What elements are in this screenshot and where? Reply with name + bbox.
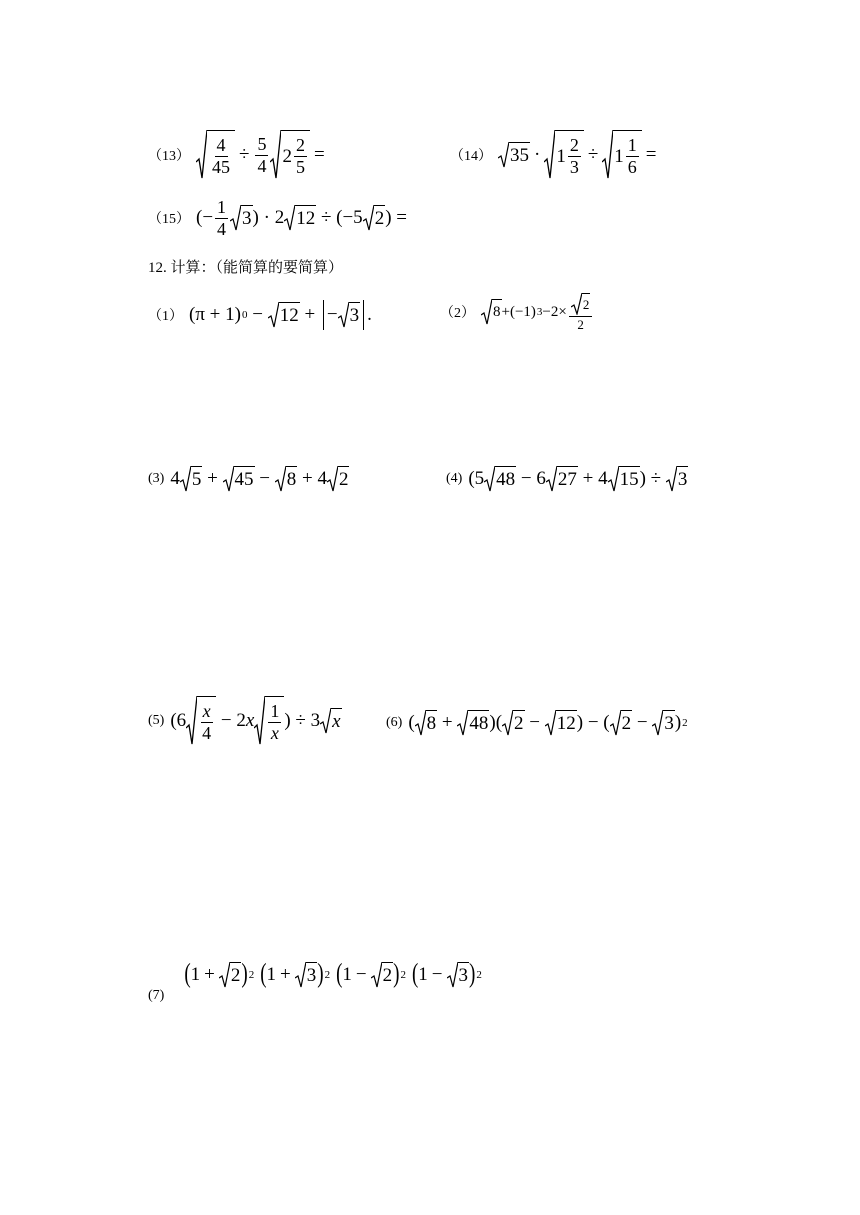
problem-label: （15） (148, 212, 190, 228)
problem-4: (4) (5 48 − 6 27 + 4 15 ) ÷ 3 (446, 466, 688, 492)
radical: 3 (295, 962, 318, 988)
radical: 5 (180, 466, 203, 492)
expression-7: ( 1 + 2 ) 2 ( 1 + 3 ) 2 ( 1 − 2 ) 2 ( 1 − 3 ) 2 (184, 959, 482, 990)
problem-label: (4) (446, 471, 463, 486)
radical: 35 (498, 142, 530, 168)
radical: 3 (447, 962, 470, 988)
problem-label: (5) (148, 713, 165, 728)
radical: 15 (608, 466, 640, 492)
radical: x (320, 708, 341, 734)
radical: 2 (371, 962, 394, 988)
problem-label: (3) (148, 471, 165, 486)
problem-14 (450, 130, 660, 180)
radical: 12 (545, 710, 577, 736)
section-heading: 12. 计算：（能简算的要简算） (148, 260, 344, 276)
operator: ÷ (587, 144, 599, 165)
radical: 48 (457, 710, 489, 736)
radical (196, 130, 235, 180)
radical: 2 (610, 710, 633, 736)
operator: · (534, 144, 541, 165)
operator: ÷ (239, 144, 250, 165)
radical: 8 (275, 466, 298, 492)
fraction: $\frac{1}{6}$ (627, 135, 637, 177)
problem-label: （1） (148, 309, 183, 324)
radical: 12 (284, 205, 316, 231)
fraction: $\frac{2}{3}$ (569, 135, 579, 177)
absolute-value: − 3 (323, 300, 364, 330)
radical: 3 (230, 205, 253, 231)
radical: 8 (481, 299, 502, 325)
radical: 45 (223, 466, 255, 492)
radical: 2 (502, 710, 525, 736)
problem-7 (148, 959, 482, 1003)
equals: = (645, 144, 657, 165)
problem-2: （2） 8 +(−1) 3 −2× $\frac{2}{2}$ (440, 293, 594, 332)
problem-6: (6) ( 8 + 48 )( 2 − 12 ) − ( 2 − 3 ) 2 (386, 710, 688, 736)
radical: 1 $\frac{2}{3}$ (544, 130, 584, 180)
problem-label: (6) (386, 715, 403, 730)
problem-15: （15） (− $\frac{1}{4}$ 3 ) · 2 12 ÷ (−5 2 ) = (148, 197, 407, 239)
problem-3: (3) 4 5 + 45 − 8 + 4 2 (148, 466, 349, 492)
radical: 2 (219, 962, 242, 988)
problem-1: （1） (π + 1) 0 − 12 + − 3 . (148, 300, 372, 330)
problem-label: （13） (148, 149, 190, 164)
fraction: $\frac{2}{2}$ (569, 293, 593, 332)
radical: 12 (268, 302, 300, 328)
radical (186, 696, 216, 746)
fraction: $\frac{1}{x}$ (270, 701, 280, 743)
radical: 2 $\frac{2}{5}$ (270, 130, 310, 180)
problem-label: （2） (440, 306, 475, 322)
radical: 2 (327, 466, 350, 492)
radical: 3 (338, 302, 361, 328)
radical: 3 (666, 466, 689, 492)
fraction: $\frac{4}{45}$ (212, 135, 230, 177)
radical: 8 (415, 710, 438, 736)
radical: 3 (652, 710, 675, 736)
radical: 1 $\frac{1}{6}$ (602, 130, 642, 180)
equals: = (313, 144, 325, 165)
problem-label: （14） (450, 149, 492, 164)
fraction: $\frac{x}{4}$ (202, 701, 212, 743)
radical: 27 (546, 466, 578, 492)
radical (254, 696, 284, 746)
problem-label: (7) (148, 988, 165, 1003)
fraction: $\frac{2}{5}$ (295, 135, 305, 177)
radical: 2 (571, 293, 591, 315)
fraction: $\frac{1}{4}$ (217, 197, 227, 239)
radical: 2 (363, 205, 386, 231)
fraction: $\frac{5}{4}$ (257, 133, 267, 176)
problem-13 (148, 130, 329, 180)
problem-5: (5) (6 $\frac{x}{4}$ − 2 x $\frac{1}{x}$ ) ÷ 3 x (148, 696, 342, 746)
radical: 48 (484, 466, 516, 492)
